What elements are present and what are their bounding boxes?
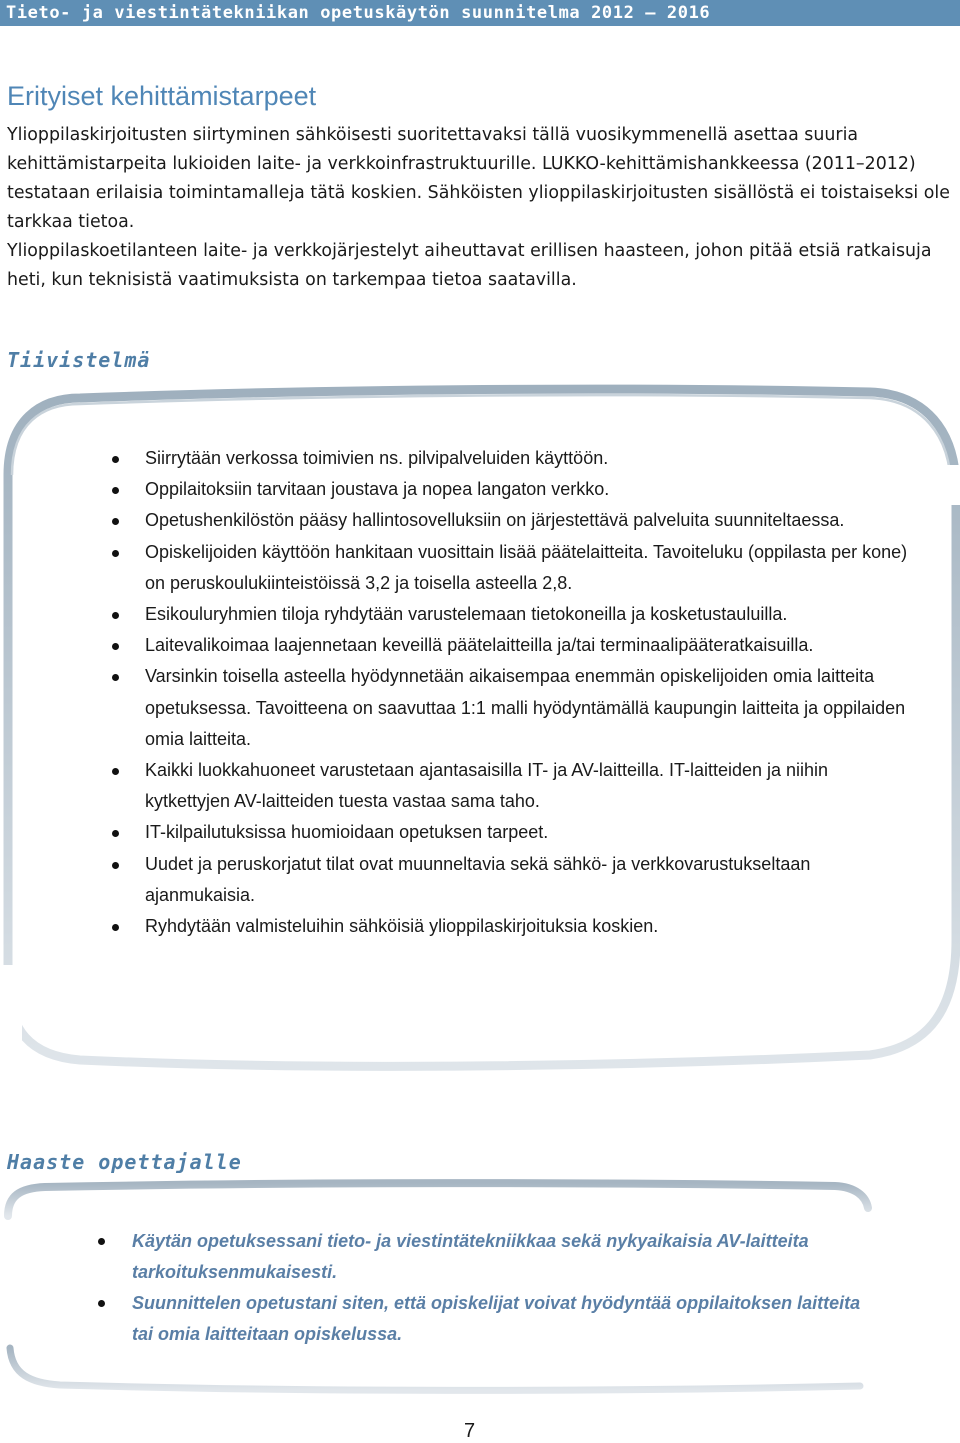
list-item: Käytän opetuksessani tieto- ja viestintätekniikkaa sekä nykyaikaisia AV-laitteita tarkoituksenmukaisesti. xyxy=(132,1226,872,1288)
bullet-icon xyxy=(112,456,119,463)
bullet-icon xyxy=(98,1300,105,1307)
list-item: IT-kilpailutuksissa huomioidaan opetuksen tarpeet. xyxy=(145,817,915,848)
challenge-list xyxy=(132,1226,872,1350)
list-item: Siirrytään verkossa toimivien ns. pilvipalveluiden käyttöön. xyxy=(145,443,915,474)
header-bar xyxy=(0,0,960,26)
list-item: Varsinkin toisella asteella hyödynnetään aikaisempaa enemmän opiskelijoiden omia laitteita opetuksessa. Tavoitteena on saavuttaa 1:1 malli hyödyntämällä kaupungin laitteita ja oppilaiden omia laitteita. xyxy=(145,661,915,755)
summary-list xyxy=(145,443,915,942)
document-title: Tieto- ja viestintätekniikan opetuskäytön suunnitelma 2012 – 2016 xyxy=(6,3,711,23)
intro-paragraph: Ylioppilaskoetilanteen laite- ja verkkojärjestelyt aiheuttavat erillisen haasteen, johon pitää etsiä ratkaisuja heti, kun teknisistä vaatimuksista on tarkempaa tietoa saatavilla. xyxy=(7,241,932,290)
summary-heading: Tiivistelmä xyxy=(7,348,151,372)
list-item: Oppilaitoksiin tarvitaan joustava ja nopea langaton verkko. xyxy=(145,474,915,505)
bullet-icon xyxy=(112,924,119,931)
intro-paragraph: Ylioppilaskirjoitusten siirtyminen sähköisesti suoritettavaksi tällä vuosikymmenellä asettaa suuria kehittämistarpeita lukioiden laite- ja verkkoinfrastruktuurille. LUKKO-kehittämishankkeessa (2011–2012) testataan erilaisia toimintamalleja tätä koskien. Sähköisten ylioppilaskirjoitusten sisällöstä ei toistaiseksi ole tarkkaa tietoa. xyxy=(7,125,950,232)
section-heading: Erityiset kehittämistarpeet xyxy=(7,81,317,111)
list-item: Esikouluryhmien tiloja ryhdytään varustelemaan tietokoneilla ja kosketustauluilla. xyxy=(145,599,915,630)
challenge-heading: Haaste opettajalle xyxy=(7,1150,242,1174)
list-item: Opetushenkilöstön pääsy hallintosovelluksiin on järjestettävä palveluita suunniteltaessa. xyxy=(145,505,915,536)
bullet-icon xyxy=(112,768,119,775)
bullet-icon xyxy=(112,550,119,557)
intro-text xyxy=(7,121,952,295)
list-item: Suunnittelen opetustani siten, että opiskelijat voivat hyödyntää oppilaitoksen laitteita tai omia laitteitaan opiskelussa. xyxy=(132,1288,872,1350)
list-item: Uudet ja peruskorjatut tilat ovat muunneltavia sekä sähkö- ja verkkovarustukseltaan ajanmukaisia. xyxy=(145,849,915,911)
bullet-icon xyxy=(112,612,119,619)
list-item: Ryhdytään valmisteluihin sähköisiä ylioppilaskirjoituksia koskien. xyxy=(145,911,915,942)
list-item: Opiskelijoiden käyttöön hankitaan vuosittain lisää päätelaitteita. Tavoiteluku (oppilasta per kone) on peruskoulukiinteistöissä 3,2 ja toisella asteella 2,8. xyxy=(145,537,915,599)
list-item: Laitevalikoimaa laajennetaan keveillä päätelaitteilla ja/tai terminaalipääteratkaisuilla. xyxy=(145,630,915,661)
page-number: 7 xyxy=(464,1420,476,1442)
bullet-icon xyxy=(112,862,119,869)
bullet-icon xyxy=(98,1238,105,1245)
list-item: Kaikki luokkahuoneet varustetaan ajantasaisilla IT- ja AV-laitteilla. IT-laitteiden ja niihin kytkettyjen AV-laitteiden tuesta vastaa sama taho. xyxy=(145,755,915,817)
